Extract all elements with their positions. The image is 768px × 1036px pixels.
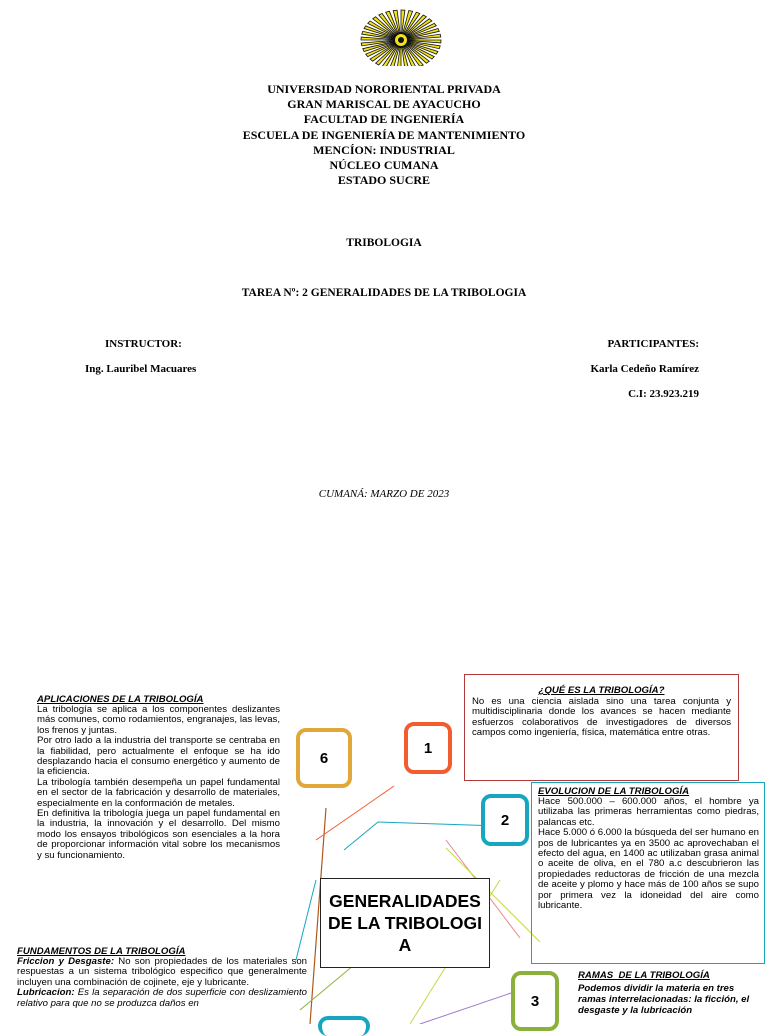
instructor-label: INSTRUCTOR:	[105, 338, 182, 350]
header-line: UNIVERSIDAD NORORIENTAL PRIVADA	[267, 82, 501, 96]
connector	[316, 786, 394, 840]
node-3-label: 3	[530, 992, 540, 1010]
connector	[344, 822, 378, 850]
aplicaciones-title: APLICACIONES DE LA TRIBOLOGÍA	[37, 694, 204, 705]
aplicaciones-paragraph: En definitiva la tribología juega un papel fundamental en la industria, la innovación y el desarrollo. Del mismo modo los ensayos tribológicos son esenciales a la hora de proporcionar información vital sobre los mecanismos y su funcionamiento.	[37, 808, 280, 861]
node-2-box	[481, 794, 529, 846]
que-es-box	[464, 674, 739, 781]
aplicaciones-paragraph: La tribología también desempeña un papel fundamental en el sector de la fabricación y desarrollo de materiales, especialmente en la conformación de metales.	[37, 776, 280, 809]
ramas-text: Podemos dividir la materia en tres ramas interrelacionadas: la ficción, el desgaste y la lubricación	[578, 983, 750, 1017]
aplicaciones-section	[37, 694, 280, 861]
node-6-label: 6	[319, 749, 329, 767]
subject-title: TRIBOLOGIA	[346, 237, 422, 249]
center-title: GENERALIDADES DE LA TRIBOLOGIA	[328, 891, 482, 955]
ramas-section	[578, 970, 760, 1017]
fundamentos-section	[17, 946, 307, 1009]
que-es-text: No es una ciencia aislada sino una tarea conjunta y multidisciplinaria donde los avances se hacen mediante esfuerzos colaborativos de investigadores de diversos campos como ingeniería, física, matemática entre otras.	[472, 696, 731, 739]
node-partial-box	[318, 1016, 370, 1036]
lubricacion-label: Lubricacion:	[17, 987, 75, 999]
place-date: CUMANÁ: MARZO DE 2023	[318, 488, 450, 500]
fundamentos-paragraph	[17, 957, 307, 988]
header-line: ESCUELA DE INGENIERÍA DE MANTENIMIENTO	[242, 127, 526, 142]
friccion-text: No son propiedades de los materiales son respuestas a un sistema tribológico especifico que generalmente incluyen una combinación de cojinete, eje y lubricante.	[17, 956, 308, 988]
evolucion-title: EVOLUCION DE LA TRIBOLOGÍA	[538, 786, 690, 797]
assignment-title: TAREA Nº: 2 GENERALIDADES DE LA TRIBOLOGIA	[241, 287, 527, 299]
header-line: GRAN MARISCAL DE AYACUCHO	[287, 97, 481, 112]
connector	[420, 990, 520, 1024]
header-line: MENCÍON: INDUSTRIAL	[313, 142, 455, 157]
instructor-name: Ing. Lauribel Macuares	[85, 363, 197, 375]
node-2-label: 2	[500, 811, 510, 829]
header-line: FACULTAD DE INGENIERÍA	[303, 112, 465, 127]
fundamentos-paragraph	[17, 988, 307, 1009]
node-3-box	[511, 971, 559, 1031]
ramas-title: RAMAS DE LA TRIBOLOGÍA	[578, 970, 710, 981]
que-es-title: ¿QUÉ ES LA TRIBOLOGÍA?	[538, 685, 665, 696]
evolucion-box	[531, 782, 765, 964]
header-line: NÚCLEO CUMANA	[329, 158, 439, 173]
node-1-label: 1	[423, 739, 433, 757]
participants-label: PARTICIPANTES:	[607, 338, 699, 350]
lubricacion-text: Es la separación de dos superficie con deslizamiento relativo para que no se produzca daños en	[17, 987, 307, 1009]
node-6-box	[296, 728, 352, 788]
fundamentos-title: FUNDAMENTOS DE LA TRIBOLOGÍA	[17, 946, 186, 957]
node-1-box	[404, 722, 452, 774]
evolucion-paragraph: Hace 5.000 ó 6.000 la búsqueda del ser humano en pos de lubricantes ya en 3500 ac aprovechaban el efecto del agua, en 1400 ac utilizaban grasa animal o aceite de oliva, en el 780 a.c descubrieron las propiedades reductoras de fricción de una mezcla de aceite y plomo y hace más de 100 años se supo por primera vez la idoneidad del aire como lubricante.	[538, 827, 759, 912]
header-line: ESTADO SUCRE	[337, 173, 431, 188]
evolucion-paragraph: Hace 500.000 – 600.000 años, el hombre ya utilizaba las primeras herramientas como piedras, palancas etc.	[538, 796, 759, 828]
aplicaciones-paragraph: La tribología se aplica a los componentes deslizantes más comunes, como rodamientos, engranajes, las levas, los frenos y juntas.	[37, 704, 280, 736]
participant-ci: C.I: 23.923.219	[628, 388, 699, 400]
center-title-box	[320, 878, 490, 968]
friccion-label: Friccion y Desgaste:	[17, 956, 115, 967]
aplicaciones-paragraph: Por otro lado a la industria del transporte se centraba en la fiabilidad, pero actualmente el enfoque se ha ido desplazando hacia el consumo energético y aumento de la eficiencia.	[37, 735, 280, 778]
participant-name: Karla Cedeño Ramírez	[590, 363, 699, 375]
